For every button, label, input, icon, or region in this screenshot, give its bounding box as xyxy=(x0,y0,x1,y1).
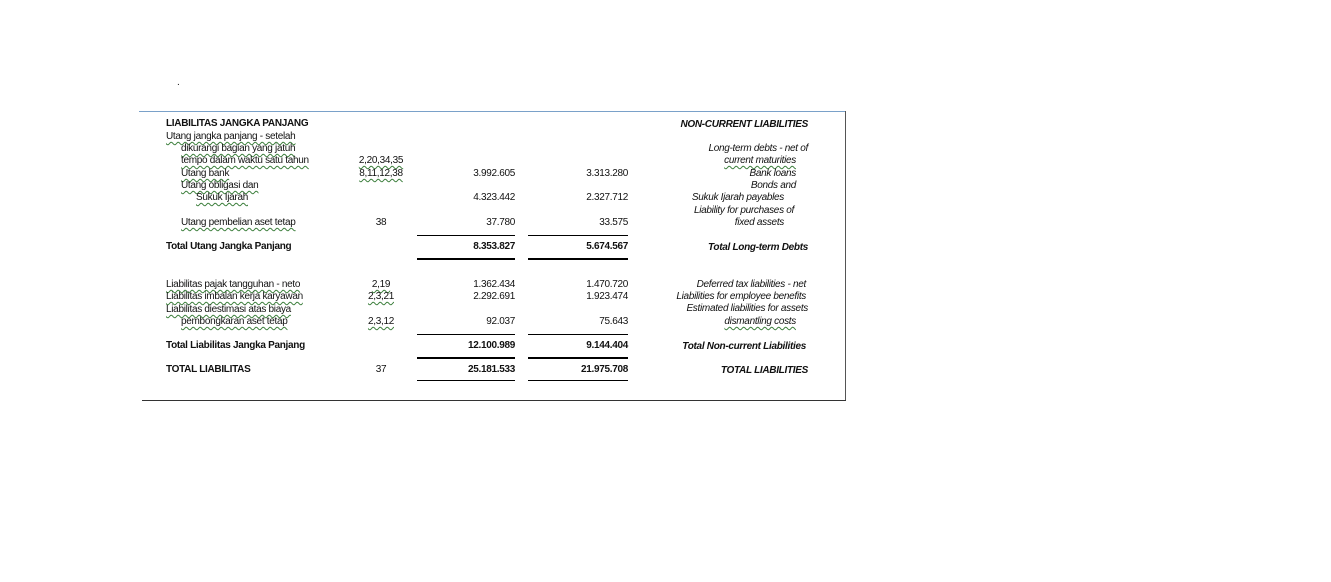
deferred-tax-label: Liabilitas pajak tangguhan - neto xyxy=(166,279,301,290)
fixed-asset-purchase-note: 38 xyxy=(375,217,387,228)
total-non-current-liabilities-label: Total Liabilitas Jangka Panjang xyxy=(166,340,305,351)
total-long-term-debts-value-2: 5.674.567 xyxy=(586,241,628,252)
section-title-en: NON-CURRENT LIABILITIES xyxy=(680,119,808,130)
bonds-label-1: Utang obligasi dan xyxy=(181,180,259,191)
dismantling-value-1: 92.037 xyxy=(486,316,515,327)
total-non-current-liabilities-value-2: 9.144.404 xyxy=(586,340,628,351)
dismantling-label-2: pembongkaran aset tetap xyxy=(181,316,288,327)
bonds-label-2: Sukuk Ijarah xyxy=(196,192,248,203)
bonds-value-2: 2.327.712 xyxy=(586,192,628,203)
deferred-tax-note: 2,19 xyxy=(371,279,391,290)
total-rule-2 xyxy=(528,258,628,260)
long-term-debt-label-2: dikurangi bagian yang jatuh xyxy=(181,143,296,154)
employee-benefits-value-1: 2.292.691 xyxy=(473,291,515,302)
dismantling-label-en-1: Estimated liabilities for assets xyxy=(686,303,808,314)
long-term-debt-note: 2,20,34,35 xyxy=(358,155,404,166)
final-rule-1 xyxy=(417,380,515,381)
total-non-current-liabilities-value-1: 12.100.989 xyxy=(467,340,515,351)
fixed-asset-purchase-label-en-1: Liability for purchases of xyxy=(693,205,794,216)
employee-benefits-note: 2,3,21 xyxy=(367,291,394,302)
dismantling-note: 2,3,12 xyxy=(367,316,394,327)
frame-bottom-border xyxy=(142,400,846,401)
subtotal-rule-1 xyxy=(417,235,515,236)
dismantling-value-2: 75.643 xyxy=(599,316,628,327)
total-liabilities-label: TOTAL LIABILITAS xyxy=(166,364,251,375)
bank-loans-note: 8,11,12,38 xyxy=(359,168,403,179)
frame-top-border xyxy=(139,111,845,112)
dismantling-label-en-2: dismantling costs xyxy=(724,316,796,327)
bank-loans-value-1: 3.992.605 xyxy=(473,168,515,179)
total-non-current-liabilities-label-en: Total Non-current Liabilities xyxy=(682,341,806,352)
long-term-debt-label-en-1: Long-term debts - net of xyxy=(708,143,808,154)
fixed-asset-purchase-label-en-2: fixed assets xyxy=(734,217,784,228)
total-liabilities-value-1: 25.181.533 xyxy=(467,364,515,375)
bank-loans-label-en: Bank loans xyxy=(749,168,796,179)
subtotal-rule-3 xyxy=(417,334,515,335)
employee-benefits-label-en: Liabilities for employee benefits xyxy=(676,291,806,302)
employee-benefits-label: Liabilitas imbalan kerja karyawan xyxy=(166,291,303,302)
frame-right-border xyxy=(845,111,846,401)
bonds-label-en-2: Sukuk Ijarah payables xyxy=(691,192,784,203)
dismantling-label-1: Liabilitas diestimasi atas biaya xyxy=(166,304,291,315)
stray-mark: . xyxy=(177,77,180,88)
subtotal-rule-2 xyxy=(528,235,628,236)
fixed-asset-purchase-label: Utang pembelian aset tetap xyxy=(181,217,296,228)
total-rule-3 xyxy=(417,357,515,359)
bonds-value-1: 4.323.442 xyxy=(473,192,515,203)
employee-benefits-value-2: 1.923.474 xyxy=(586,291,628,302)
long-term-debt-label-en-2: current maturities xyxy=(724,155,796,166)
total-liabilities-note: 37 xyxy=(375,364,387,375)
subtotal-rule-4 xyxy=(528,334,628,335)
bonds-label-en-1: Bonds and xyxy=(750,180,796,191)
total-liabilities-value-2: 21.975.708 xyxy=(580,364,628,375)
section-title-id: LIABILITAS JANGKA PANJANG xyxy=(166,118,309,129)
deferred-tax-label-en: Deferred tax liabilities - net xyxy=(696,279,806,290)
deferred-tax-value-2: 1.470.720 xyxy=(586,279,628,290)
fixed-asset-purchase-value-2: 33.575 xyxy=(599,217,628,228)
total-rule-4 xyxy=(528,357,628,359)
total-long-term-debts-label-en: Total Long-term Debts xyxy=(708,242,808,253)
long-term-debt-label-1: Utang jangka panjang - setelah xyxy=(166,131,296,142)
bank-loans-value-2: 3.313.280 xyxy=(586,168,628,179)
total-liabilities-label-en: TOTAL LIABILITIES xyxy=(720,365,808,376)
final-rule-2 xyxy=(528,380,628,381)
deferred-tax-value-1: 1.362.434 xyxy=(473,279,515,290)
long-term-debt-label-3: tempo dalam waktu satu tahun xyxy=(181,155,309,166)
total-rule-1 xyxy=(417,258,515,260)
bank-loans-label: Utang bank xyxy=(181,168,230,179)
total-long-term-debts-value-1: 8.353.827 xyxy=(473,241,515,252)
fixed-asset-purchase-value-1: 37.780 xyxy=(486,217,515,228)
total-long-term-debts-label: Total Utang Jangka Panjang xyxy=(166,241,292,252)
